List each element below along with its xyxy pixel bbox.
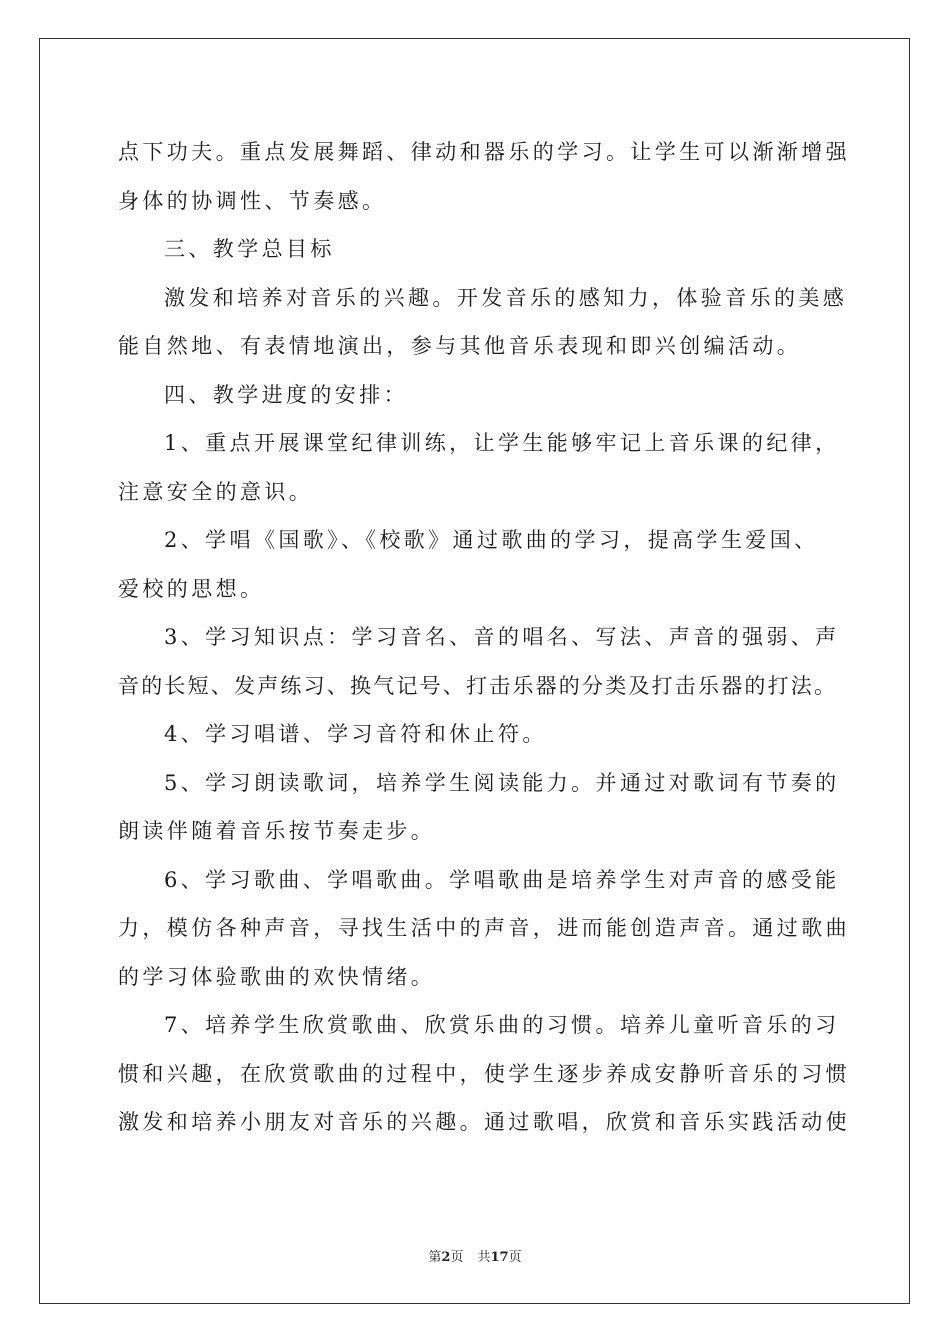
text-line: 5、学习朗读歌词，培养学生阅读能力。并通过对歌词有节奏的 <box>164 770 840 795</box>
section-heading: 三、教学总目标 <box>164 237 335 261</box>
document-body <box>118 128 850 1147</box>
text-line: 2、学唱《国歌》、《校歌》通过歌曲的学习，提高学生爱国、 <box>164 528 819 552</box>
text-line: 1、重点开展课堂纪律训练，让学生能够牢记上音乐课的纪律， <box>164 431 840 455</box>
page-number: 2 <box>441 1250 451 1265</box>
total-suffix: 页 <box>508 1250 522 1265</box>
text-line: 4、学习唱谱、学习音符和休止符。 <box>164 722 547 746</box>
page-prefix: 第 <box>428 1250 442 1265</box>
text-line: 3、学习知识点：学习音名、音的唱名、写法、声音的强弱、声 <box>164 625 840 649</box>
text-line: 激发和培养对音乐的兴趣。开发音乐的感知力，体验音乐的美感 <box>164 285 848 310</box>
text-line: 激发和培养小朋友对音乐的兴趣。通过歌唱，欣赏和音乐实践活动使 <box>118 1110 850 1134</box>
text-line: 注意安全的意识。 <box>118 479 314 504</box>
text-line: 6、学习歌曲、学唱歌曲。学唱歌曲是培养学生对声音的感受能 <box>164 867 840 892</box>
text-line: 身体的协调性、节奏感。 <box>118 188 387 213</box>
text-line: 爱校的思想。 <box>118 576 265 601</box>
page-suffix: 页 <box>450 1250 464 1265</box>
page-footer <box>0 1246 950 1265</box>
total-prefix: 共 <box>477 1250 491 1265</box>
text-line: 朗读伴随着音乐按节奏走步。 <box>118 819 436 843</box>
text-line: 力，模仿各种声音，寻找生活中的声音，进而能创造声音。通过歌曲 <box>118 916 850 940</box>
total-pages: 17 <box>490 1250 509 1265</box>
text-line: 惯和兴趣，在欣赏歌曲的过程中，使学生逐步养成安静听音乐的习惯 <box>118 1061 850 1086</box>
text-line: 音的长短、发声练习、换气记号、打击乐器的分类及打击乐器的打法。 <box>118 673 838 698</box>
text-line: 点下功夫。重点发展舞蹈、律动和器乐的学习。让学生可以渐渐增强 <box>118 140 850 164</box>
section-heading: 四、教学进度的安排： <box>164 382 408 407</box>
text-line: 能自然地、有表情地演出，参与其他音乐表现和即兴创编活动。 <box>118 334 802 358</box>
text-line: 的学习体验歌曲的欢快情绪。 <box>118 964 436 989</box>
text-line: 7、培养学生欣赏歌曲、欣赏乐曲的习惯。培养儿童听音乐的习 <box>164 1013 840 1037</box>
